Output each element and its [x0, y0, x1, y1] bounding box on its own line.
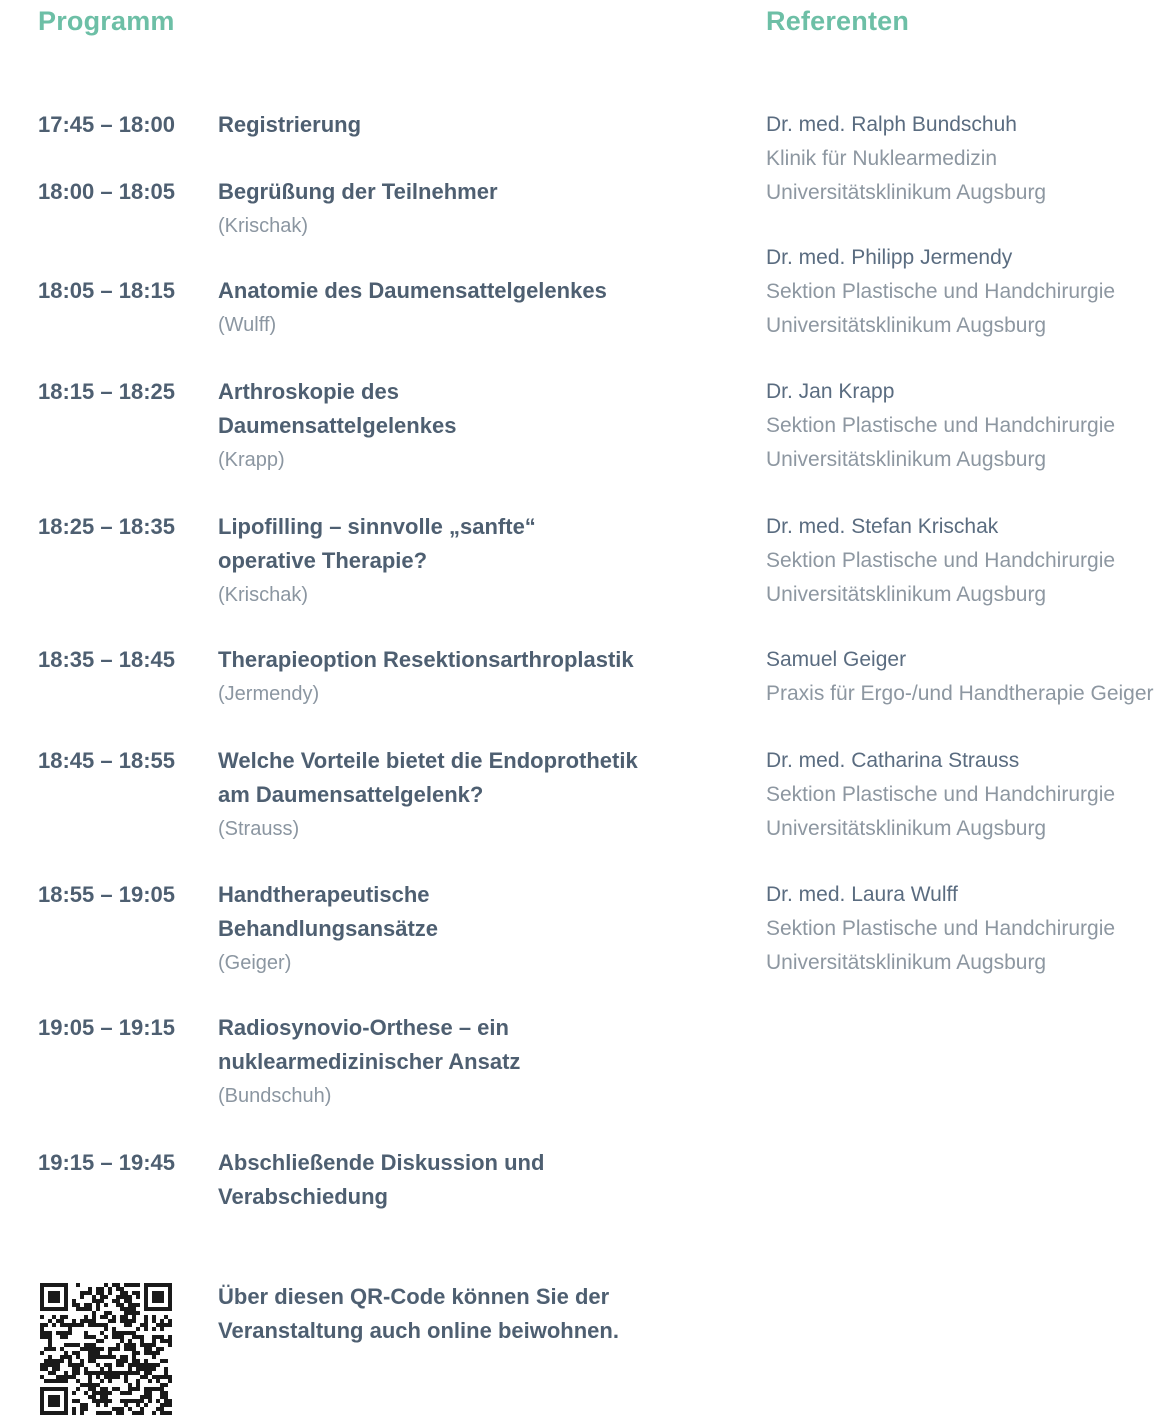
speaker-name: Dr. med. Laura Wulff — [766, 883, 958, 906]
program-speaker: (Strauss) — [218, 818, 300, 840]
speaker-entry — [766, 744, 1166, 846]
speaker-name: Samuel Geiger — [766, 648, 907, 671]
program-title: Registrierung — [218, 112, 362, 137]
program-title: Welche Vorteile bietet die Endoprothetik am Daumensattelgelenk? — [218, 748, 638, 807]
program-title: Therapieoption Resektionsarthroplastik — [218, 647, 634, 672]
speaker-entry — [766, 878, 1166, 980]
program-title-block — [218, 175, 658, 243]
speaker-affiliation: Universitätsklinikum Augsburg — [766, 951, 1047, 974]
speaker-name: Dr. med. Philipp Jermendy — [766, 246, 1013, 269]
speaker-affiliation: Praxis für Ergo-/und Handtherapie Geiger — [766, 682, 1154, 705]
speakers-heading: Referenten — [766, 6, 910, 36]
speaker-name: Dr. med. Ralph Bundschuh — [766, 113, 1017, 136]
speaker-affiliation: Sektion Plastische und Handchirurgie — [766, 917, 1116, 940]
program-title-block — [218, 1011, 658, 1113]
program-title: Begrüßung der Teilnehmer — [218, 179, 498, 204]
speaker-affiliation: Sektion Plastische und Handchirurgie — [766, 414, 1116, 437]
program-time: 18:35 – 18:45 — [38, 647, 175, 672]
speaker-affiliation: Universitätsklinikum Augsburg — [766, 817, 1047, 840]
program-title: Lipofilling – sinnvolle „sanfte“ operative Therapie? — [218, 514, 536, 573]
program-title-block — [218, 510, 658, 612]
program-speaker: (Krischak) — [218, 584, 309, 606]
speaker-name: Dr. med. Stefan Krischak — [766, 515, 999, 538]
program-title-block — [218, 274, 658, 342]
program-time: 19:15 – 19:45 — [38, 1150, 175, 1175]
speaker-name: Dr. med. Catharina Strauss — [766, 749, 1020, 772]
program-speaker: (Jermendy) — [218, 683, 320, 705]
program-title: Handtherapeutische Behandlungsansätze — [218, 882, 439, 941]
program-title: Abschließende Diskussion und Verabschiedung — [218, 1150, 545, 1209]
program-speaker: (Krapp) — [218, 449, 285, 471]
program-speaker: (Geiger) — [218, 952, 292, 974]
speaker-name: Dr. Jan Krapp — [766, 380, 895, 403]
speaker-entry — [766, 643, 1166, 711]
speaker-affiliation: Universitätsklinikum Augsburg — [766, 181, 1047, 204]
program-title-block — [218, 1146, 658, 1214]
program-title: Radiosynovio-Orthese – ein nuklearmedizinischer Ansatz — [218, 1015, 521, 1074]
program-heading: Programm — [38, 6, 175, 36]
program-title-block — [218, 878, 658, 980]
program-time: 18:25 – 18:35 — [38, 514, 175, 539]
program-time: 18:15 – 18:25 — [38, 379, 175, 404]
speaker-affiliation: Sektion Plastische und Handchirurgie — [766, 549, 1116, 572]
program-title-block — [218, 108, 658, 142]
qr-code[interactable] — [40, 1283, 172, 1415]
speaker-entry — [766, 108, 1166, 210]
speaker-affiliation: Sektion Plastische und Handchirurgie — [766, 783, 1116, 806]
speaker-affiliation: Klinik für Nuklearmedizin — [766, 147, 998, 170]
program-title-block — [218, 744, 658, 846]
speaker-affiliation: Universitätsklinikum Augsburg — [766, 583, 1047, 606]
program-title-block — [218, 375, 658, 477]
program-title: Anatomie des Daumensattelgelenkes — [218, 278, 607, 303]
program-speaker: (Bundschuh) — [218, 1085, 332, 1107]
program-speaker: (Krischak) — [218, 215, 309, 237]
program-speaker: (Wulff) — [218, 314, 277, 336]
program-time: 18:05 – 18:15 — [38, 278, 175, 303]
speaker-affiliation: Universitätsklinikum Augsburg — [766, 314, 1047, 337]
program-time: 19:05 – 19:15 — [38, 1015, 175, 1040]
speaker-entry — [766, 241, 1166, 343]
speaker-affiliation: Universitätsklinikum Augsburg — [766, 448, 1047, 471]
program-time: 18:45 – 18:55 — [38, 748, 175, 773]
speaker-affiliation: Sektion Plastische und Handchirurgie — [766, 280, 1116, 303]
program-time: 18:00 – 18:05 — [38, 179, 175, 204]
speaker-entry — [766, 510, 1166, 612]
program-time: 18:55 – 19:05 — [38, 882, 175, 907]
program-time: 17:45 – 18:00 — [38, 112, 175, 137]
program-title-block — [218, 643, 658, 711]
qr-code-graphic — [40, 1283, 172, 1415]
program-title: Arthroskopie des Daumensattelgelenkes — [218, 379, 457, 438]
qr-code-caption: Über diesen QR-Code können Sie der Veranstaltung auch online beiwohnen. — [218, 1284, 619, 1343]
speaker-entry — [766, 375, 1166, 477]
